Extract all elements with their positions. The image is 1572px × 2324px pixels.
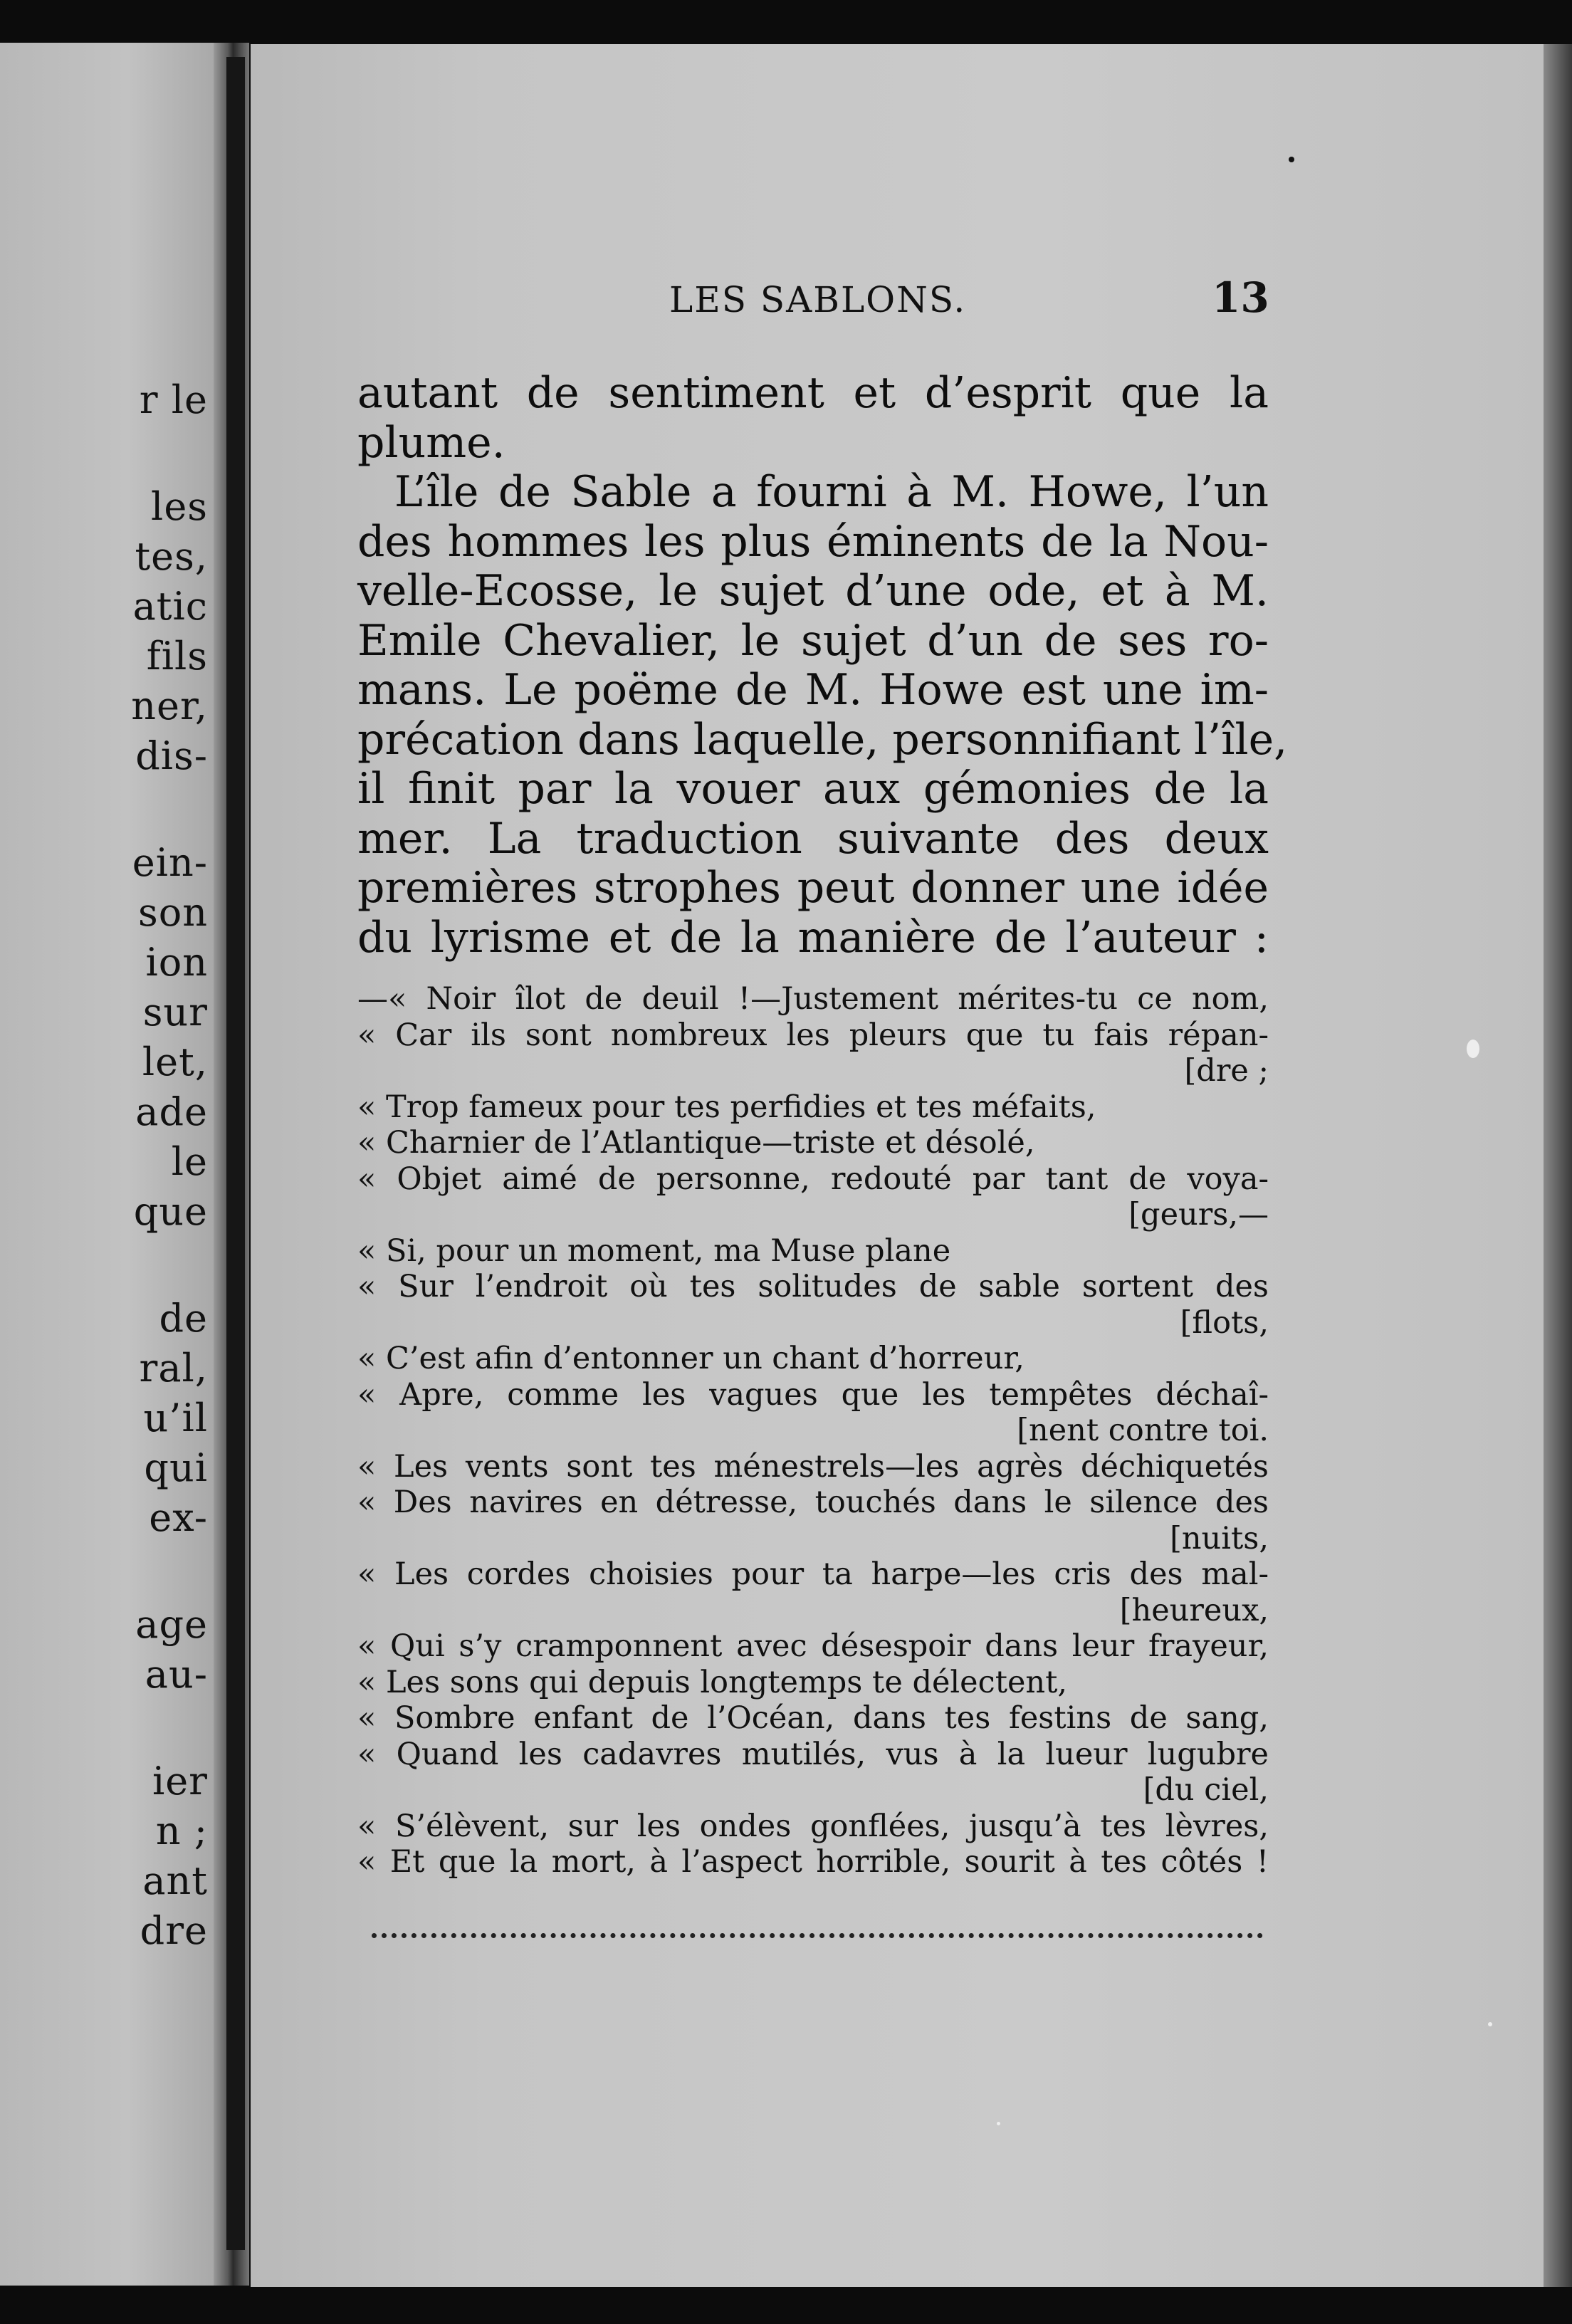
left-page-text-fragment: ein- [132, 840, 208, 885]
verse-line: « Apre, comme les vagues que les tempêtes déchaî- [357, 1376, 1269, 1413]
prose-line: autant de sentiment et d’esprit que la [357, 368, 1269, 418]
left-page-text-fragment: ex- [149, 1495, 208, 1540]
verse-line: « Trop fameux pour tes perfidies et tes méfaits, [357, 1089, 1096, 1125]
left-page-text-fragment: atic [132, 584, 208, 629]
left-page-text-fragment: u’il [143, 1396, 208, 1440]
spine-shadow [226, 57, 245, 2250]
left-page-margin [0, 43, 214, 2286]
verse-line: [dre ; [1184, 1053, 1269, 1089]
left-page-text-fragment: qui [144, 1445, 208, 1490]
running-title: LES SABLONS. [669, 279, 967, 320]
verse-line: [du ciel, [1143, 1772, 1269, 1808]
prose-line: premières strophes peut donner une idée [357, 863, 1269, 913]
prose-line: précation dans laquelle, personnifiant l’île, [357, 714, 1288, 765]
left-page-text-fragment: let, [142, 1040, 208, 1084]
left-page-text-fragment: r le [139, 377, 208, 422]
prose-line: velle-Ecosse, le sujet d’une ode, et à M. [357, 566, 1269, 616]
verse-line: « Objet aimé de personne, redouté par tant de voya- [357, 1161, 1269, 1197]
left-page-text-fragment: dre [140, 1908, 208, 1953]
verse-line: « Les cordes choisies pour ta harpe—les cris des mal- [357, 1556, 1269, 1592]
prose-line: mer. La traduction suivante des deux [357, 813, 1269, 864]
verse-line: « Et que la mort, à l’aspect horrible, sourit à tes côtés ! [357, 1844, 1269, 1880]
prose-line: L’île de Sable a fourni à M. Howe, l’un [394, 467, 1269, 517]
verse-line: « Qui s’y cramponnent avec désespoir dans leur frayeur, [357, 1628, 1269, 1664]
left-page-text-fragment: dis- [135, 733, 208, 778]
body-paragraphs [357, 368, 1288, 963]
prose-line: plume. [357, 417, 505, 468]
left-page-text-fragment: ant [142, 1858, 208, 1903]
scan-speck [1488, 2022, 1492, 2026]
left-page-text-fragment: fils [146, 634, 208, 679]
verse-line: « Les vents sont tes ménestrels—les agrès déchiquetés [357, 1448, 1269, 1485]
left-page-text-fragment: de [159, 1296, 208, 1341]
left-page-text-fragment: ner, [131, 684, 208, 728]
verse-line: [heureux, [1119, 1592, 1269, 1628]
verse-line: « Sombre enfant de l’Océan, dans tes festins de sang, [357, 1700, 1269, 1736]
left-page-text-fragment: ral, [139, 1346, 208, 1391]
verse-line: « Car ils sont nombreux les pleurs que tu fais répan- [357, 1017, 1269, 1053]
left-page-text-fragment: au- [145, 1652, 208, 1697]
left-page-text-fragment: ion [145, 940, 208, 985]
verse-line: « Des navires en détresse, touchés dans le silence des [357, 1485, 1269, 1520]
verse-line: « S’élèvent, sur les ondes gonflées, jusqu’à tes lèvres, [357, 1808, 1269, 1844]
verse-line: « Les sons qui depuis longtemps te délectent, [357, 1664, 1068, 1700]
scan-speck [1467, 1040, 1479, 1058]
prose-line: du lyrisme et de la manière de l’auteur : [357, 912, 1269, 963]
verse-line: [nent contre toi. [1017, 1413, 1269, 1448]
left-page-text-fragment: age [135, 1602, 208, 1647]
left-page-text-fragment: n ; [155, 1809, 208, 1853]
left-page-text-fragment: que [133, 1189, 208, 1234]
left-page-text-fragment: tes, [135, 534, 208, 579]
verse-line: « Si, pour un moment, ma Muse plane [357, 1232, 951, 1269]
left-page-text-fragment: son [137, 890, 208, 935]
left-page-text-fragment: ier [152, 1759, 208, 1804]
left-page-text-fragment: ade [135, 1089, 208, 1134]
scan-speck [1289, 157, 1294, 162]
verse-line: [nuits, [1170, 1520, 1269, 1556]
page-number: 13 [1212, 273, 1269, 322]
verse-line: « Quand les cadavres mutilés, vus à la lueur lugubre [357, 1736, 1269, 1772]
verse-line: —« Noir îlot de deuil !—Justement mérites-tu ce nom, [357, 981, 1269, 1017]
prose-line: des hommes les plus éminents de la Nou- [357, 516, 1269, 567]
ellipsis-rule [372, 1919, 1263, 1938]
prose-line: il finit par la vouer aux gémonies de la [357, 764, 1269, 814]
page-edge-shadow [1544, 44, 1572, 2287]
prose-line: mans. Le poëme de M. Howe est une im- [357, 665, 1269, 715]
scan-speck [997, 2122, 1000, 2125]
verse-line: « Charnier de l’Atlantique—triste et désolé, [357, 1125, 1035, 1161]
prose-line: Emile Chevalier, le sujet d’un de ses ro- [357, 615, 1269, 666]
left-page-text-fragment: sur [142, 990, 208, 1035]
left-page-text-fragment: le [171, 1139, 208, 1184]
verse-line: « C’est afin d’entonner un chant d’horreur, [357, 1341, 1025, 1376]
verse-line: [geurs,— [1128, 1197, 1269, 1232]
verse-line: « Sur l’endroit où tes solitudes de sable sortent des [357, 1269, 1269, 1304]
verse-translation [357, 981, 1269, 1880]
verse-line: [flots, [1180, 1304, 1269, 1341]
left-page-text-fragment: les [151, 484, 208, 529]
